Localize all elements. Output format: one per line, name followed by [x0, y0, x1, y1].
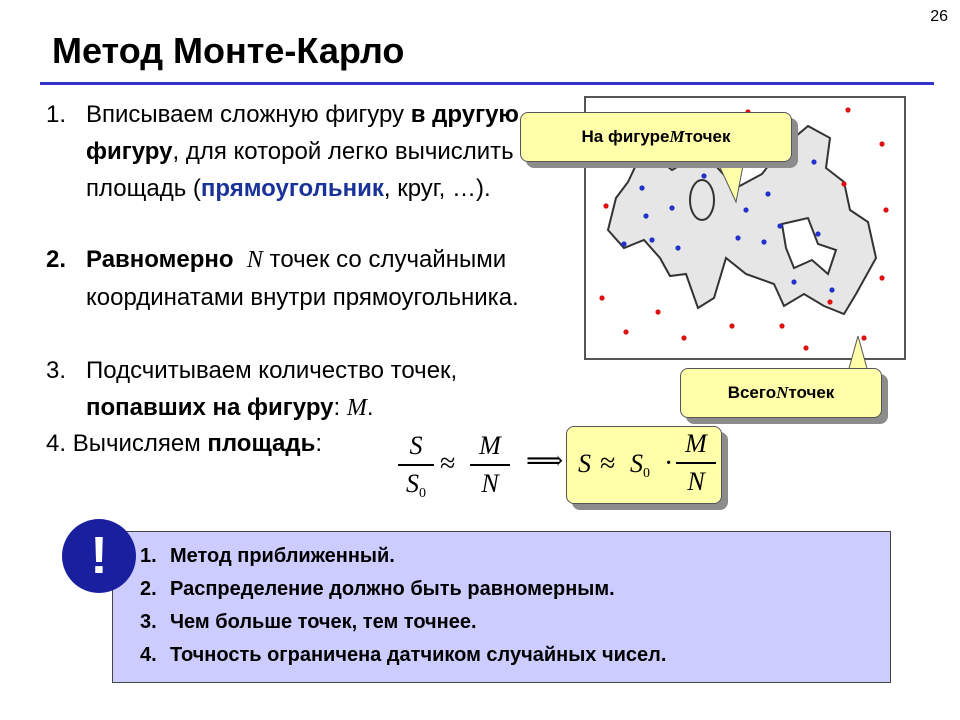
inside-point [829, 287, 834, 292]
inside-point [669, 205, 674, 210]
result-dot: · [664, 448, 674, 479]
result-ratio-m-n: M N [676, 428, 716, 498]
callout-total-count: Всего N точек [680, 368, 882, 418]
step-text: Подсчитываем количество точек, попавших на фигуру: M. [86, 357, 458, 421]
outside-point [827, 299, 832, 304]
inside-point [621, 241, 626, 246]
slide-title: Метод Монте-Карло [52, 30, 405, 71]
step-number: 4. [46, 430, 67, 457]
step-number: 3. [46, 357, 67, 384]
inside-point [649, 237, 654, 242]
outside-point [779, 323, 784, 328]
slide-number: 26 [930, 8, 948, 25]
outside-point [681, 335, 686, 340]
result-s0: $S_0$ [630, 449, 650, 481]
outside-point [655, 309, 660, 314]
implies-arrow: ⟹ [526, 446, 564, 475]
step-number: 2. [46, 246, 67, 273]
outside-point [729, 323, 734, 328]
callout-inside-count: На фигуре M точек [520, 112, 792, 162]
inside-point [675, 245, 680, 250]
exclamation-icon: ! [62, 519, 136, 593]
outside-point [623, 329, 628, 334]
approx-sign: ≈ [440, 448, 456, 479]
outside-point [879, 275, 884, 280]
inside-point [777, 223, 782, 228]
result-approx-sign: ≈ [600, 448, 616, 479]
step-text: Вписываем сложную фигуру в другую фигуру, для которой легко вычислить площадь (прямоугольник, круг, …). [86, 101, 519, 202]
inside-point [643, 213, 648, 218]
inside-point [811, 159, 816, 164]
title-underline [40, 82, 934, 85]
inside-point [735, 235, 740, 240]
step-number: 1. [46, 101, 67, 128]
outside-point [599, 295, 604, 300]
outside-point [879, 141, 884, 146]
outside-point [883, 207, 888, 212]
inside-point [791, 279, 796, 284]
step-4: 4. Вычисляем площадь: [46, 430, 323, 457]
inside-point [639, 185, 644, 190]
inside-point [765, 191, 770, 196]
step-text: Равномерно N точек со случайными координатами внутри прямоугольника. [86, 246, 519, 311]
result-s: S [578, 449, 591, 478]
outside-point [845, 107, 850, 112]
inside-point [815, 231, 820, 236]
outside-point [603, 203, 608, 208]
outside-point [803, 345, 808, 350]
ratio-m-n: M N [470, 430, 510, 500]
inside-point [761, 239, 766, 244]
ratio-s-s0: S $S_0$ [398, 430, 434, 500]
outside-point [841, 181, 846, 186]
